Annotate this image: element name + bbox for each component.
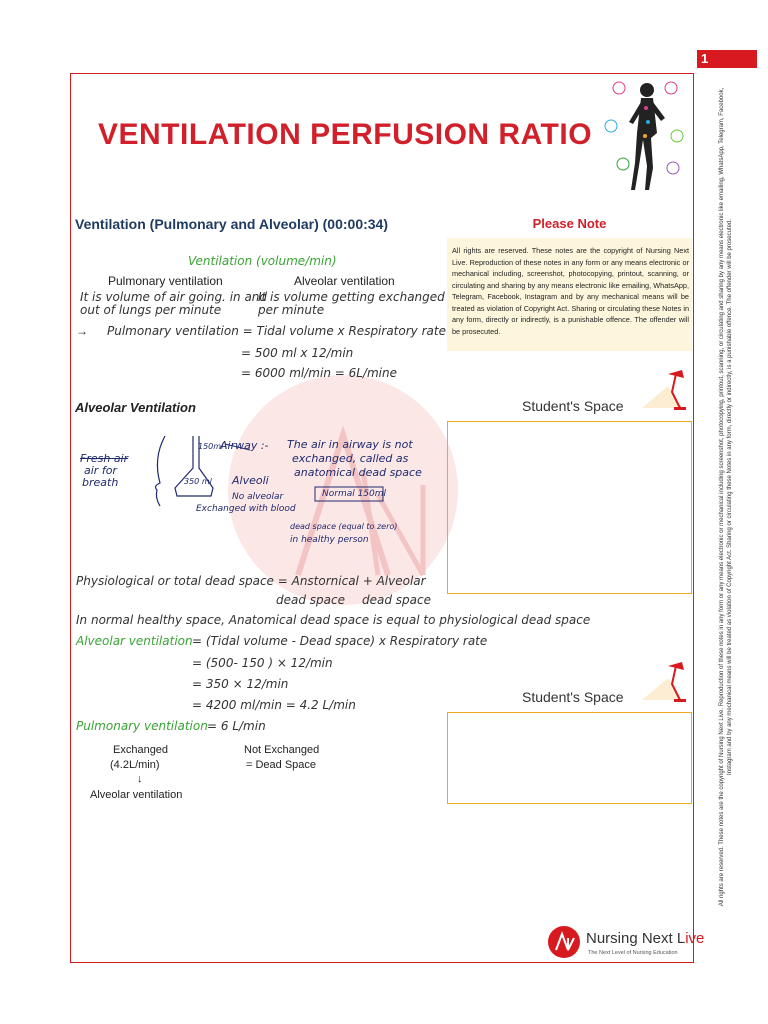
page-title: VENTILATION PERFUSION RATIO [97,118,593,151]
alveolar-definition-1: It is volume getting exchanged [258,290,445,304]
sketch-no-alveolar: No alveolar [232,492,284,502]
sketch-dead-space-1: dead space (equal to zero) [290,522,398,531]
student-space-box-2[interactable] [447,712,692,804]
human-body-illustration-icon [603,78,685,196]
side-copyright-notice: All rights are reserved. These notes are the copyright of Nursing Next Live. Reproduction of these notes in any form or any means electronic or mechanical including screenshot, photocopying, printout, scanning, or circulating and sharing by any means electronic like emailing, WhatsApp, Telegram, Facebook, Instagram and by any mechanical means will be treated as violation of Copyright Act. Sharing or circulating these Notes in any form, directly or indirectly, is a punishable offence. The offender will be prosecuted. [719,87,733,907]
alveolar-column-title: Alveolar ventilation [294,274,395,288]
sketch-alveoli: Alveoli [232,474,269,487]
alveolar-equation-step-3: = 350 × 12/min [192,677,289,691]
pulmonary-column-title: Pulmonary ventilation [108,274,223,288]
please-note-title: Please Note [532,216,607,231]
desk-lamp-icon [642,368,688,412]
arrow-icon: → [76,324,88,338]
sketch-airway: Airway :- [220,439,269,452]
brand-logo-icon [548,926,580,958]
dead-space-line-1b-b: dead space [362,593,431,607]
dead-space-line-2: In normal healthy space, Anatomical dead space is equal to physiological dead space [76,613,591,627]
exchanged-label: Exchanged [113,744,169,756]
pulmonary-ventilation-label: Pulmonary ventilation [76,719,208,733]
alveolar-equation-step-4: = 4200 ml/min = 4.2 L/min [192,698,356,712]
please-note-text: All rights are reserved. These notes are the copyright of Nursing Next Live. Reproduction of these notes in any form or any means electronic or mechanical including, screenshot, photocopying, printout, scanning, or circulating and sharing by any means electronic like emailing, WhatsApp, Telegram, Facebook, Instagram and by any mechanical means will be treated as violation of Copyright Act. Sharing or circulating these Notes in any form, directly or indirectly, is a punishable offence. The offender will be prosecuted. [452,246,689,336]
sketch-150ml: 150ml [198,442,224,451]
student-space-box-1[interactable] [447,421,692,594]
pulmonary-definition-1: It is volume of air going. in and [80,290,268,304]
dead-space-equals: = Dead Space [246,759,317,771]
sketch-airway-note-3: anatomical dead space [294,466,422,479]
not-exchanged-label: Not Exchanged [244,744,320,756]
alveolar-definition-2: per minute [258,303,325,317]
section-heading-ventilation: Ventilation (Pulmonary and Alveolar) (00:00:34) [75,216,389,232]
sketch-normal-150ml: Normal 150ml [322,489,387,499]
sketch-dead-space-2: in healthy person [290,535,369,545]
pulmonary-equation: Pulmonary ventilation = Tidal volume x Respiratory rate [107,324,446,338]
pulmonary-ventilation-value: = 6 L/min [207,719,266,733]
sketch-air-for: air for [84,464,117,477]
dead-space-line-1b-a: dead space [276,593,345,607]
alveolar-ventilation-label: Alveolar ventilation [76,634,193,648]
desk-lamp-icon [642,660,688,704]
sketch-breath: breath [82,476,119,489]
sketch-fresh-air: Fresh air [80,452,129,465]
student-space-label-2: Student's Space [522,689,624,705]
alveolar-ventilation-result: Alveolar ventilation [90,789,183,801]
ventilation-subheading: Ventilation (volume/min) [188,254,337,268]
sketch-airway-note-2: exchanged, called as [292,452,409,465]
exchanged-value: (4.2L/min) [110,759,160,771]
dead-space-line-1: Physiological or total dead space = Anstornical + Alveolar [76,574,426,588]
sketch-exchanged-blood: Exchanged with blood [196,504,296,514]
student-space-label-1: Student's Space [522,398,624,414]
pulmonary-equation-step-2: = 500 ml x 12/min [241,346,354,360]
pulmonary-definition-2: out of lungs per minute [80,303,222,317]
sketch-airway-note-1: The air in airway is not [287,438,413,451]
section-heading-alveolar: Alveolar Ventilation [75,400,196,415]
page-number-tab: 1 [697,50,757,68]
sketch-350ml: 350 ml [184,477,212,486]
brand-name: Nursing Next Live [586,930,705,947]
alveolar-equation-step-2: = (500- 150 ) × 12/min [192,656,333,670]
down-arrow-icon: ↓ [137,773,143,785]
alveolar-ventilation-equation: = (Tidal volume - Dead space) x Respiratory rate [192,634,488,648]
brand-tagline: The Next Level of Nursing Education [588,950,678,956]
pulmonary-equation-step-3: = 6000 ml/min = 6L/mine [241,366,397,380]
